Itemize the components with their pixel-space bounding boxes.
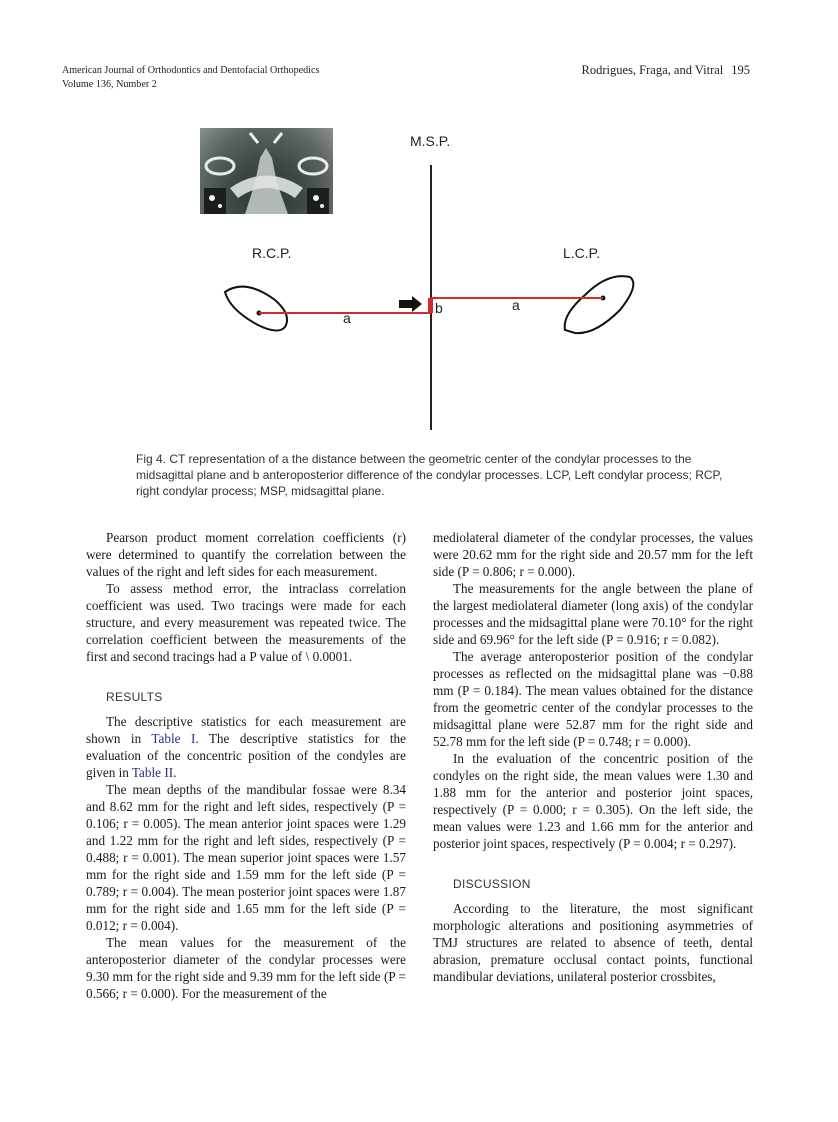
right-condyle-outline [225, 287, 287, 331]
journal-volume: Volume 136, Number 2 [62, 78, 157, 90]
author-names: Rodrigues, Fraga, and Vitral [581, 63, 724, 77]
paragraph: The measurements for the angle between the plane of the largest mediolateral diameter (long axis) of the condylar processes and the midsagittal plane were 70.10° for the right side and 69.96° for the left side (P = 0.916; r = 0.082). [433, 581, 753, 647]
running-header-authors [582, 63, 750, 77]
running-header-journal [62, 63, 319, 91]
figure-4 [190, 120, 660, 430]
paragraph: mediolateral diameter of the condylar processes, the values were 20.62 mm for the right side and 20.57 mm for the left side (P = 0.806; r = 0.000). [433, 530, 753, 579]
msp-label: M.S.P. [410, 133, 451, 149]
paragraph: Pearson product moment correlation coefficients (r) were determined to quantify the correlation between the values of the right and left sides for each measurement. [86, 530, 406, 579]
paragraph: To assess method error, the intraclass correlation coefficient was used. Two tracings were made for each structure, and every measurement was repeated twice. The correlation coefficient between the measurements of the first and second tracings had a P value of \ 0.0001. [86, 581, 406, 664]
results-heading: RESULTS [106, 690, 163, 704]
arrow-icon [399, 296, 422, 312]
lcp-label: L.C.P. [563, 245, 601, 261]
paragraph: The average anteroposterior position of the condylar processes as reflected on the midsagittal plane was −0.88 mm (P = 0.184). The mean values obtained for the distance from the geometric center of the condylar processes to the midsagittal plane were 52.87 mm for the right side and 52.78 mm for the left side (P = 0.748; r = 0.000). [433, 649, 753, 749]
table-2-link[interactable]: Table II [131, 765, 174, 780]
distance-a-left-label: a [512, 297, 520, 313]
rcp-label: R.C.P. [252, 245, 292, 261]
paragraph: The descriptive statistics for each measurement are shown in Table I. The descriptive statistics for the evaluation of the concentric position of the condyles are given in Table II. [86, 714, 406, 780]
left-column [86, 529, 406, 1002]
journal-title: American Journal of Orthodontics and Dentofacial Orthopedics [62, 64, 320, 76]
figure-caption: Fig 4. CT representation of a the distance between the geometric center of the condylar processes to the midsagittal plane and b anteroposterior difference of the condylar processes. LCP, Left condylar process; RCP, right condylar process; MSP, midsagittal plane. [136, 452, 723, 498]
right-column [433, 529, 753, 985]
paragraph: In the evaluation of the concentric position of the condyles on the right side, the mean values were 1.30 and 1.88 mm for the anterior and posterior joint spaces, respectively (P = 0.000; r = 0.305). On the left side, the mean values were 1.23 and 1.66 mm for the anterior and posterior joint spaces, respectively (P = 0.004; r = 0.297). [433, 751, 753, 851]
paragraph: The mean depths of the mandibular fossae were 8.34 and 8.62 mm for the right and left sides, respectively (P = 0.106; r = 0.005). The mean anterior joint spaces were 1.29 and 1.22 mm for the right and left sides, respectively (P = 0.488; r = 0.001). The mean superior joint spaces were 1.57 mm for the right side and 1.59 mm for the left side (P = 0.789; r = 0.004). The mean posterior joint spaces were 1.87 mm for the right side and 1.65 mm for the left side (P = 0.012; r = 0.004). [86, 782, 406, 933]
difference-b-label: b [435, 300, 443, 316]
condylar-diagram [190, 120, 660, 430]
left-condyle-outline [565, 276, 634, 333]
distance-a-right-label: a [343, 310, 351, 326]
page-number: 195 [731, 63, 750, 77]
discussion-heading: DISCUSSION [453, 877, 531, 891]
paragraph: According to the literature, the most significant morphologic alterations and positioning asymmetries of TMJ structures are related to absence of teeth, dental abrasion, premature occlusal contact points, functional mandibular deviations, unilateral posterior crossbites, [433, 901, 753, 984]
table-1-link[interactable]: Table I [151, 731, 196, 746]
paragraph: The mean values for the measurement of the anteroposterior diameter of the condylar processes were 9.30 mm for the right side and 9.39 mm for the left side (P = 0.566; r = 0.000). For the measurement of the [86, 935, 406, 1001]
